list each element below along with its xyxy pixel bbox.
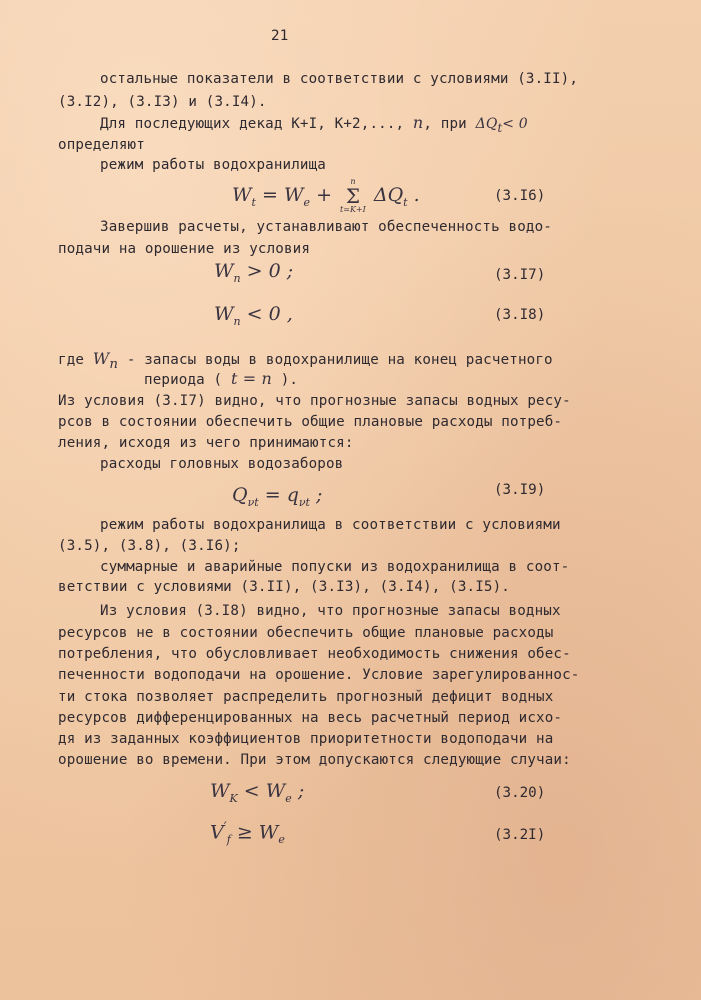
text-line-12: ления, исходя из чего принимаются: xyxy=(58,435,354,451)
text-line-5: режим работы водохранилища xyxy=(100,157,326,173)
page-number: 21 xyxy=(271,28,289,44)
equation-3-19: $Q_{\nu t} = q_{\nu t}$ ; xyxy=(232,484,323,509)
equation-3-18: $W_n < 0$ , xyxy=(214,303,293,328)
text-line-21: печенности водоподачи на орошение. Условие зарегулированнос- xyxy=(58,667,580,683)
text-line-20: потребления, что обусловливает необходимость снижения обес- xyxy=(58,646,571,662)
text-line-1: остальные показатели в соответствии с условиями (3.II), xyxy=(100,71,579,87)
text-line-11: рсов в состоянии обеспечить общие плановые расходы потреб- xyxy=(58,414,563,430)
equation-3-21: $V'_f \ge W_e$ xyxy=(210,820,285,847)
condition-t-n: t = n xyxy=(230,369,272,388)
text-line-13: расходы головных водозаборов xyxy=(100,456,344,472)
equation-3-17: $W_n > 0$ ; xyxy=(214,260,294,285)
text-line-22: ти стока позволяет распределить прогнозный дефицит водных xyxy=(58,689,554,705)
equation-number-3-20: (3.20) xyxy=(494,785,546,801)
text-line-10: Из условия (3.I7) видно, что прогнозные запасы водных ресу- xyxy=(58,393,571,409)
text-line-3-mid: , при xyxy=(423,116,467,132)
decade-n: n xyxy=(412,113,424,132)
equation-3-16: $W_t = W_e$ + n Σ t=K+I $\Delta Q_t$ . xyxy=(232,177,420,214)
text-line-16: суммарные и аварийные попуски из водохранилища в соот- xyxy=(100,559,570,575)
summation-symbol: n Σ t=K+I xyxy=(340,177,366,214)
text-line-15: (3.5), (3.8), (3.I6); xyxy=(58,538,241,554)
text-line-9: периода ( t = n ). xyxy=(144,369,299,388)
text-line-7: подачи на орошение из условия xyxy=(58,241,311,257)
equation-number-3-18: (3.I8) xyxy=(494,307,546,323)
text-line-17: ветствии с условиями (3.II), (3.I3), (3.I4), (3.I5). xyxy=(58,579,510,595)
text-line-25: орошение во времени. При этом допускаются следующие случаи: xyxy=(58,752,571,768)
text-line-24: дя из заданных коэффициентов приоритетности водоподачи на xyxy=(58,731,554,747)
equation-number-3-17: (3.I7) xyxy=(494,267,546,283)
equation-number-3-21: (3.2I) xyxy=(494,827,546,843)
text-line-8: где $W_n$ - запасы воды в водохранилище на конец расчетного xyxy=(58,349,553,373)
text-line-4: определяют xyxy=(58,137,145,153)
condition-delta-q: $\Delta Q_t< 0$ xyxy=(475,116,528,135)
text-line-3 xyxy=(100,114,528,137)
equation-3-20: $W_K < W_e$ ; xyxy=(210,780,305,805)
equation-number-3-19: (3.I9) xyxy=(494,482,546,498)
text-line-14: режим работы водохранилища в соответствии с условиями xyxy=(100,517,561,533)
text-line-19: ресурсов не в состоянии обеспечить общие плановые расходы xyxy=(58,625,554,641)
var-wn: $W_n$ xyxy=(92,349,119,373)
equation-number-3-16: (3.I6) xyxy=(494,188,546,204)
text-line-3-start: Для последующих декад K+I, K+2,..., xyxy=(100,116,405,132)
text-line-2: (3.I2), (3.I3) и (3.I4). xyxy=(58,94,267,110)
text-line-23: ресурсов дифференцированных на весь расчетный период исхо- xyxy=(58,710,563,726)
text-line-6: Завершив расчеты, устанавливают обеспеченность водо- xyxy=(100,219,552,235)
text-line-18: Из условия (3.I8) видно, что прогнозные запасы водных xyxy=(100,603,561,619)
